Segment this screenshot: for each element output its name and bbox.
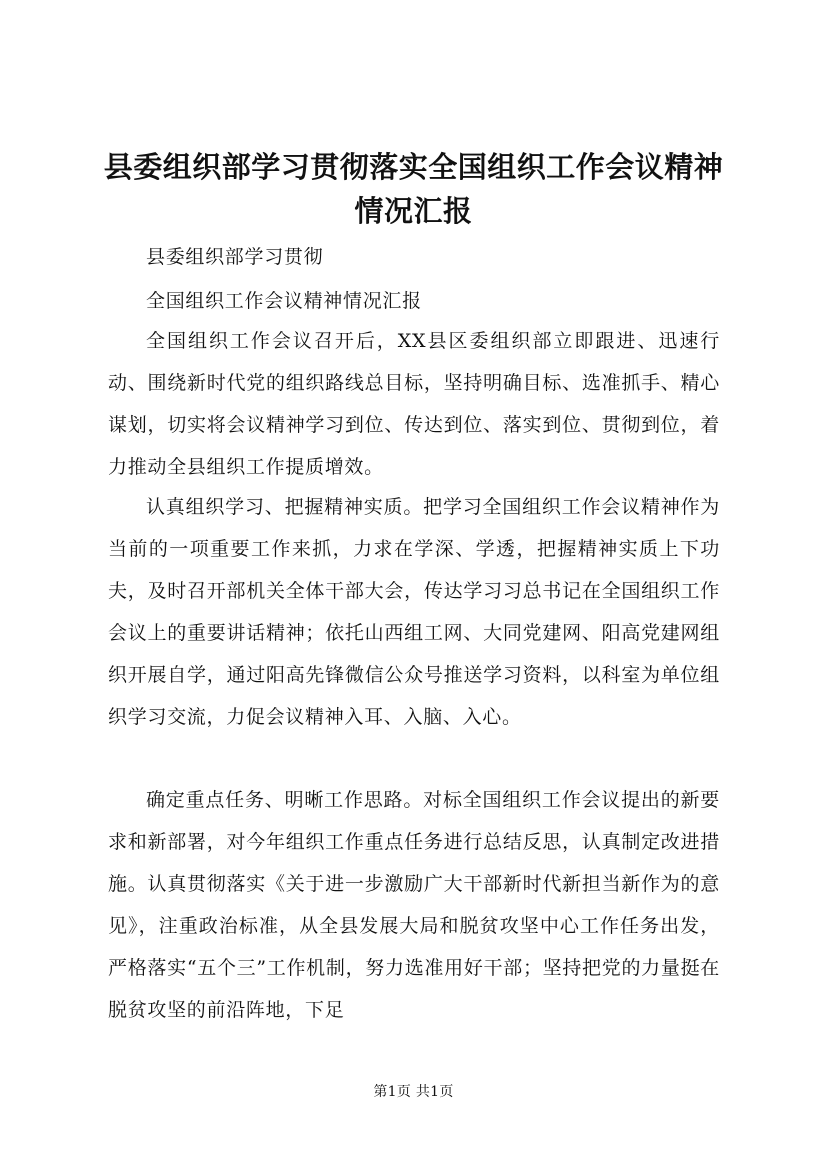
paragraph-intro: 全国组织工作会议召开后，XX县区委组织部立即跟进、迅速行动、围绕新时代党的组织路线总目标，坚持明确目标、选准抓手、精心谋划，切实将会议精神学习到位、传达到位、落实到位、贯彻到位，着力推动全县组织工作提质增效。 [108, 330, 720, 478]
paragraph-tasks: 确定重点任务、明晰工作思路。对标全国组织工作会议提出的新要求和新部署，对今年组织工作重点任务进行总结反思，认真制定改进措施。认真贯彻落实《关于进一步激励广大干部新时代新担当新作为的意见》，注重政治标准，从全县发展大局和脱贫攻坚中心工作任务出发，严格落实“五个三”工作机制，努力选准用好干部；坚持把党的力量挺在脱贫攻坚的前沿阵地，下足 [108, 789, 720, 1021]
paragraph-study: 认真组织学习、把握精神实质。把学习全国组织工作会议精神作为当前的一项重要工作来抓，力求在学深、学透，把握精神实质上下功夫，及时召开部机关全体干部大会，传达学习习总书记在全国组织工作会议上的重要讲话精神；依托山西组工网、大同党建网、阳高党建网组织开展自学，通过阳高先锋微信公众号推送学习资料，以科室为单位组织学习交流，力促会议精神入耳、入脑、入心。 [108, 496, 720, 728]
document-title: 县委组织部学习贯彻落实全国组织工作会议精神情况汇报 [103, 150, 724, 228]
page-number-footer: 第1页 共1页 [373, 1084, 454, 1100]
subtitle-line-2: 全国组织工作会议精神情况汇报 [146, 290, 422, 312]
subtitle-line-1: 县委组织部学习贯彻 [146, 246, 324, 268]
